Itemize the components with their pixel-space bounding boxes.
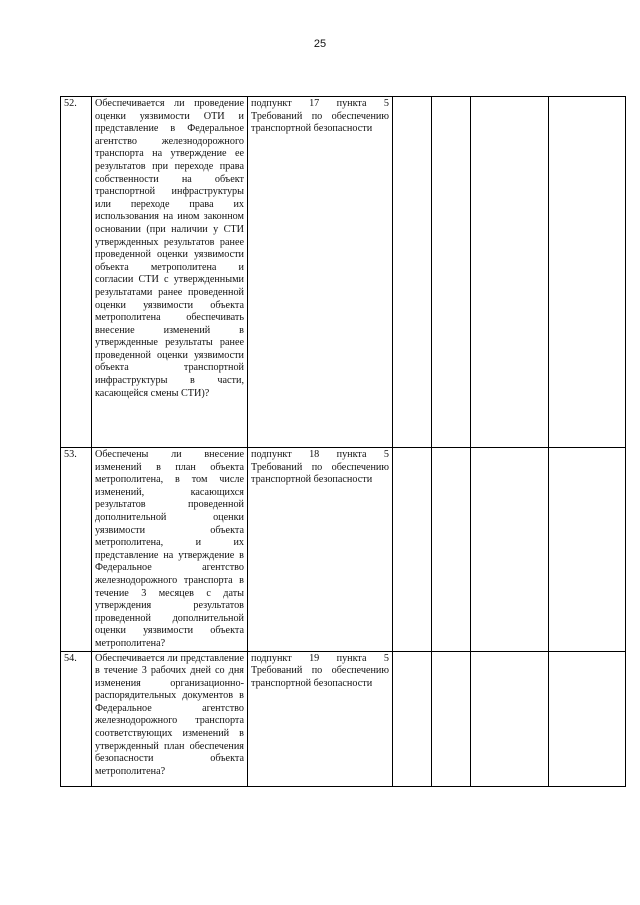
legal-basis: подпункт 18 пункта 5 Требований по обеспечению транспортной безопасности	[248, 448, 393, 652]
answer-yes-cell	[393, 97, 432, 448]
page-number: 25	[313, 38, 327, 50]
answer-no-cell	[432, 97, 471, 448]
answer-yes-cell	[393, 651, 432, 786]
answer-na-cell	[471, 651, 549, 786]
row-number: 53.	[61, 448, 92, 652]
table-row-52	[61, 97, 626, 448]
row-number: 54.	[61, 651, 92, 786]
question-text: Обеспечивается ли представление в течение 3 рабочих дней со дня изменения организационно-распорядительных документов в Федеральное агентство железнодорожного транспорта соответствующих изменений в утвержденный план обеспечения безопасности объекта метрополитена?	[92, 651, 248, 786]
question-text: Обеспечивается ли проведение оценки уязвимости ОТИ и представление в Федеральное агентство железнодорожного транспорта на утверждение ее результатов при переходе права собственности на объект транспортной инфраструктуры или переходе права их использования на ином законном основании (при наличии у СТИ утвержденных результатов ранее проведенной оценки уязвимости объекта метрополитена и согласии СТИ с утвержденными результатами ранее проведенной оценки уязвимости объекта метрополитена обеспечивать внесение изменений в утвержденные результаты ранее проведенной оценки уязвимости объекта транспортной инфраструктуры в части, касающейся смены СТИ)?	[92, 97, 248, 448]
answer-na-cell	[471, 97, 549, 448]
answer-na-cell	[471, 448, 549, 652]
table-row-54	[61, 651, 626, 786]
table-row-53	[61, 448, 626, 652]
answer-yes-cell	[393, 448, 432, 652]
legal-basis: подпункт 19 пункта 5 Требований по обеспечению транспортной безопасности	[248, 651, 393, 786]
row-number: 52.	[61, 97, 92, 448]
answer-no-cell	[432, 651, 471, 786]
note-cell	[549, 448, 626, 652]
legal-basis: подпункт 17 пункта 5 Требований по обеспечению транспортной безопасности	[248, 97, 393, 448]
note-cell	[549, 97, 626, 448]
note-cell	[549, 651, 626, 786]
checklist-table	[60, 96, 626, 787]
answer-no-cell	[432, 448, 471, 652]
question-text: Обеспечены ли внесение изменений в план объекта метрополитена, в том числе изменений, касающихся результатов проведенной дополнительной оценки уязвимости объекта метрополитена, и их представление на утверждение в Федеральное агентство железнодорожного транспорта в течение 3 месяцев с даты утверждения результатов проведенной дополнительной оценки уязвимости объекта метрополитена?	[92, 448, 248, 652]
